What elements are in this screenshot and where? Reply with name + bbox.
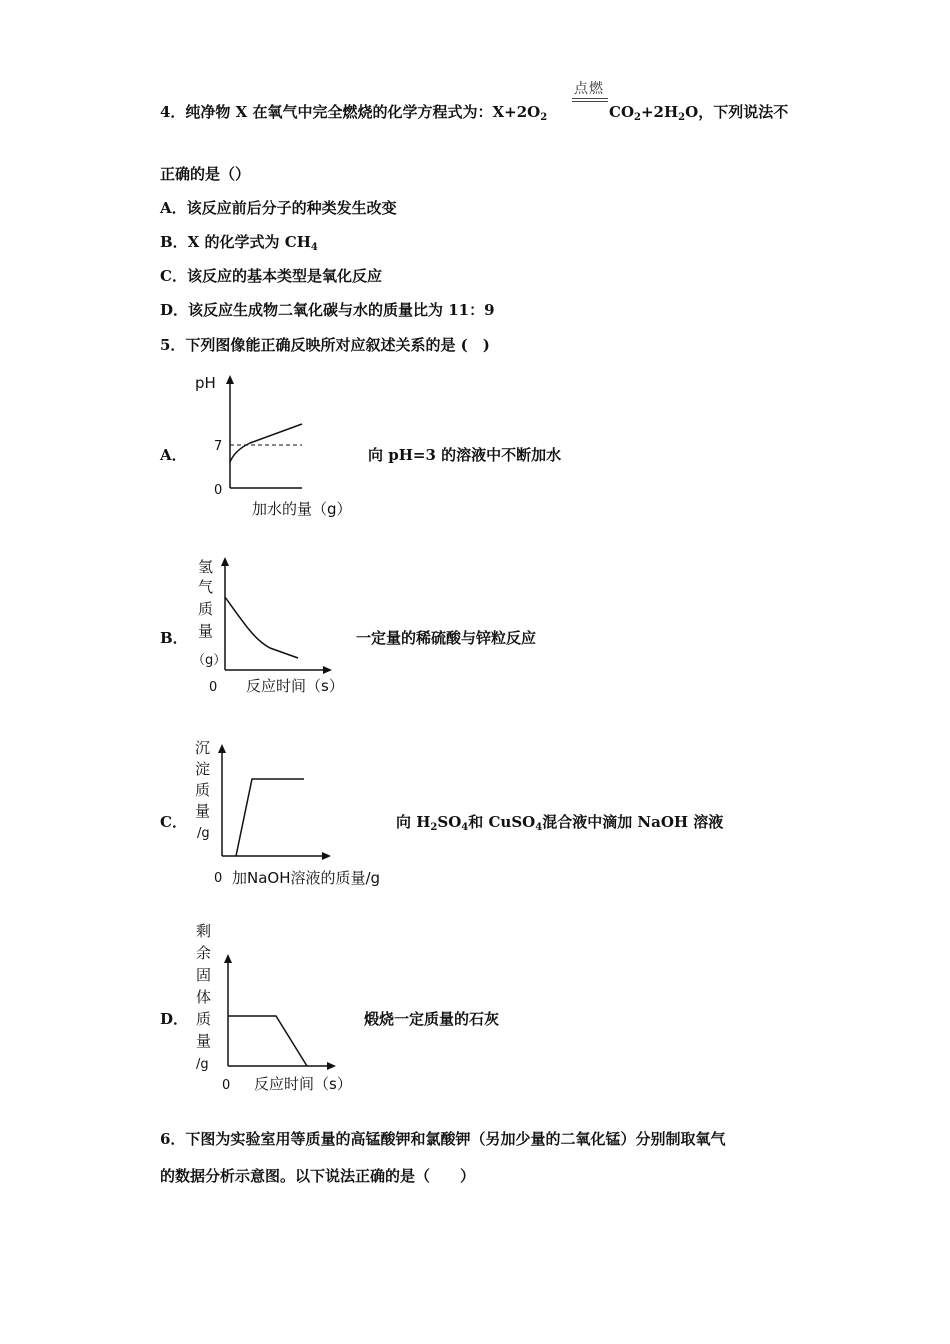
graph-a-curve — [230, 424, 302, 462]
graph-a-tick-7: 7 — [214, 439, 223, 454]
q5-option-c-letter: C． — [160, 813, 187, 831]
graph-c-xlabel: 加NaOH溶液的质量/g — [232, 869, 381, 887]
q5-option-a-desc: 向 pH=3 的溶液中不断加水 — [368, 446, 562, 464]
q4-option-c: C．该反应的基本类型是氧化反应 — [160, 267, 382, 285]
graph-a-origin: 0 — [214, 483, 223, 498]
graph-a-y-arrow — [226, 375, 234, 384]
q4-stem-suffix: O，下列说法不 — [685, 103, 789, 121]
graph-d-xlabel: 反应时间（s） — [254, 1075, 352, 1093]
graph-c-ylabel-5: /g — [197, 826, 210, 841]
graph-b-ylabel-2: 气 — [198, 578, 214, 596]
graph-c-y-arrow — [218, 744, 226, 753]
equation-bar-top — [572, 98, 608, 99]
graph-c-x-arrow — [322, 852, 331, 860]
graph-d-y-arrow — [224, 954, 232, 963]
q4-option-a: A．该反应前后分子的种类发生改变 — [160, 199, 397, 217]
co-formula: CO — [609, 103, 635, 121]
desc-c-h2-sub: 2 — [430, 822, 438, 833]
o2-subscript: 2 — [540, 112, 548, 123]
graph-d-curve — [228, 1016, 307, 1066]
desc-c-prefix: 向 H — [396, 813, 431, 831]
graph-d-ylabel-2: 余 — [196, 944, 212, 962]
graph-b-xlabel: 反应时间（s） — [246, 677, 344, 695]
q4-products — [609, 102, 788, 128]
graph-c-ylabel-4: 量 — [195, 802, 211, 820]
co2-subscript: 2 — [634, 112, 641, 123]
graph-d-ylabel-6: 量 — [196, 1032, 212, 1050]
q4-option-b-text: B．X 的化学式为 CH — [160, 233, 311, 251]
graph-b-ylabel-3: 质 — [198, 600, 214, 618]
desc-c-mid: 和 CuSO — [468, 813, 536, 831]
q4-option-b — [160, 232, 318, 258]
graph-c — [190, 735, 400, 895]
graph-b-ylabel-5: （g） — [192, 653, 227, 668]
equation-bar-bottom — [572, 101, 608, 102]
graph-a — [190, 370, 380, 520]
q4-stem-prefix: 4．纯净物 X 在氧气中完全燃烧的化学方程式为：X+2O — [160, 103, 541, 121]
graph-d-ylabel-3: 固 — [196, 966, 212, 984]
graph-c-ylabel-1: 沉 — [195, 739, 211, 757]
q6-stem-line2: 的数据分析示意图。以下说法正确的是（ ） — [160, 1167, 476, 1185]
h2o-subscript: 2 — [678, 112, 686, 123]
q4-stem — [160, 102, 547, 128]
graph-d-ylabel-1: 剩 — [196, 922, 212, 940]
desc-c-suffix: 混合液中滴加 NaOH 溶液 — [542, 813, 724, 831]
h2o-formula: +2H — [640, 103, 679, 121]
graph-d-ylabel-5: 质 — [196, 1010, 212, 1028]
reaction-condition: 点燃 — [574, 81, 604, 97]
graph-a-xlabel: 加水的量（g） — [252, 500, 352, 518]
q4-stem-line2: 正确的是（） — [160, 165, 251, 183]
graph-b-y-arrow — [221, 557, 229, 566]
graph-c-curve — [236, 779, 304, 856]
graph-d — [190, 918, 380, 1098]
q5-stem: 5．下列图像能正确反映所对应叙述关系的是 ( ) — [160, 336, 490, 354]
q6-stem-line1: 6．下图为实验室用等质量的高锰酸钾和氯酸钾（另加少量的二氧化锰）分别制取氧气 — [160, 1130, 726, 1148]
q5-option-d-letter: D． — [160, 1010, 189, 1028]
q5-option-c-desc — [396, 811, 723, 833]
graph-b-origin: 0 — [209, 680, 218, 695]
graph-c-origin: 0 — [214, 871, 223, 886]
graph-d-x-arrow — [327, 1062, 336, 1070]
desc-c-so4-sub: 4 — [461, 822, 469, 833]
graph-b — [190, 550, 380, 700]
graph-d-ylabel-4: 体 — [196, 988, 212, 1006]
q5-option-d-desc: 煅烧一定质量的石灰 — [364, 1010, 500, 1028]
graph-d-ylabel-7: /g — [196, 1057, 209, 1072]
graph-b-ylabel-4: 量 — [198, 622, 214, 640]
graph-c-ylabel-2: 淀 — [195, 760, 211, 778]
graph-b-curve — [225, 597, 298, 658]
q5-option-b-letter: B． — [160, 629, 188, 647]
ch4-subscript: 4 — [310, 242, 318, 253]
q5-option-b-desc: 一定量的稀硫酸与锌粒反应 — [356, 629, 537, 647]
graph-a-ylabel: pH — [195, 374, 216, 392]
desc-c-cuso4-sub: 4 — [535, 822, 543, 833]
graph-d-origin: 0 — [222, 1078, 231, 1093]
graph-b-x-arrow — [323, 666, 332, 674]
graph-b-ylabel-1: 氢 — [198, 558, 214, 576]
graph-c-ylabel-3: 质 — [195, 781, 211, 799]
q4-option-d: D．该反应生成物二氧化碳与水的质量比为 11：9 — [160, 301, 495, 319]
desc-c-so: SO — [437, 813, 462, 831]
q5-option-a-letter: A． — [160, 446, 187, 464]
